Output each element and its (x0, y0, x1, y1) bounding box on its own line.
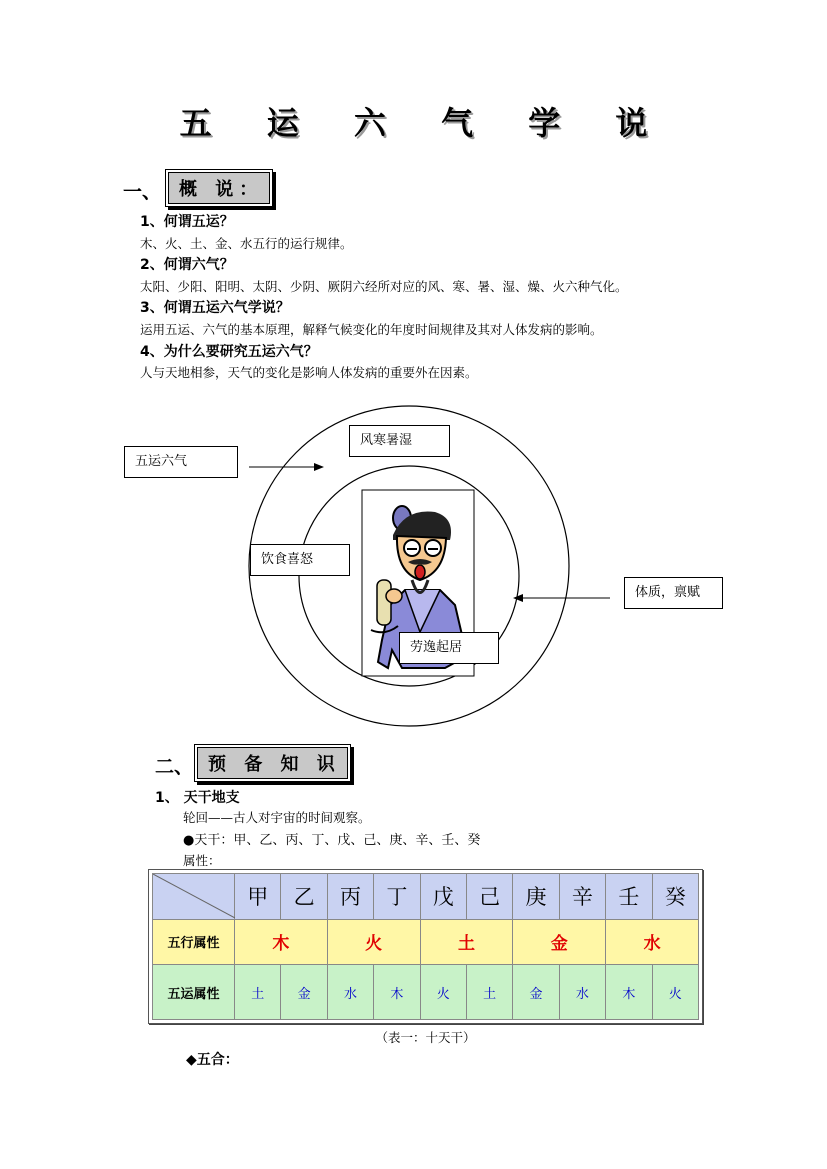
stem-cell: 丙 (327, 874, 373, 920)
bullet-tiangan: ●天干：甲、乙、丙、丁、戊、己、庚、辛、壬、癸 (183, 833, 481, 848)
answer-2: 太阳、少阳、阳明、太阴、少阴、厥阴六经所对应的风、寒、暑、湿、燥、火六种气化。 (140, 279, 628, 294)
answer-1: 木、火、土、金、水五行的运行规律。 (140, 236, 353, 251)
wuxing-cell: 土 (420, 919, 513, 965)
bullet-wuhe: ◆五合： (186, 1052, 239, 1068)
wuyun-cell: 水 (327, 965, 373, 1020)
diagonal-line-icon (153, 874, 235, 918)
answer-3: 运用五运、六气的基本原理，解释气候变化的年度时间规律及其对人体发病的影响。 (140, 322, 603, 337)
stem-cell: 壬 (606, 874, 652, 920)
tiangan-table (148, 869, 703, 1024)
wuyun-cell: 金 (513, 965, 559, 1020)
label-yinshi-xinu: 饮食喜怒 (250, 544, 350, 576)
stem-cell: 乙 (281, 874, 327, 920)
question-4: 4、为什么要研究五运六气？ (140, 344, 318, 360)
wuyun-cell: 水 (559, 965, 605, 1020)
stem-cell: 己 (466, 874, 512, 920)
attribute-label: 属性： (183, 853, 221, 868)
wuyun-cell: 土 (466, 965, 512, 1020)
influence-diagram (0, 400, 827, 740)
section2-number: 二、 (155, 756, 194, 778)
wuyun-cell: 土 (235, 965, 281, 1020)
question-1: 1、何谓五运？ (140, 214, 234, 230)
label-laoyi-qiju: 劳逸起居 (399, 632, 499, 664)
answer-4: 人与天地相参，天气的变化是影响人体发病的重要外在因素。 (140, 365, 478, 380)
wuyun-cell: 火 (652, 965, 698, 1020)
stem-cell: 庚 (513, 874, 559, 920)
table-caption: （表一：十天干） (375, 1030, 476, 1045)
section1-number: 一、 (123, 181, 162, 203)
stem-cell: 甲 (235, 874, 281, 920)
table-corner-cell (153, 874, 235, 920)
label-tizhi-bingfu: 体质，禀赋 (624, 577, 723, 609)
section1-heading-box (165, 169, 273, 207)
wuyun-cell: 木 (606, 965, 652, 1020)
stem-cell: 戊 (420, 874, 466, 920)
label-wuyun-liuqi: 五运六气 (124, 446, 238, 478)
table-row-wuyun (153, 965, 699, 1020)
page-title: 五 运 六 气 学 说 (179, 104, 670, 142)
stem-cell: 丁 (374, 874, 420, 920)
row-label-wuyun: 五运属性 (153, 965, 235, 1020)
wuxing-cell: 火 (327, 919, 420, 965)
section2-heading-box (194, 744, 351, 782)
stem-cell: 辛 (559, 874, 605, 920)
row-label-wuxing: 五行属性 (153, 919, 235, 965)
wuxing-cell: 木 (235, 919, 328, 965)
subheading-tiangan-dizhi: 1、 天干地支 (155, 790, 240, 806)
wuxing-cell: 水 (606, 919, 699, 965)
subheading-description: 轮回——古人对宇宙的时间观察。 (183, 810, 371, 825)
table-row-stems (153, 874, 699, 920)
question-3: 3、何谓五运六气学说？ (140, 300, 290, 316)
question-2: 2、何谓六气？ (140, 257, 234, 273)
wuxing-cell: 金 (513, 919, 606, 965)
table-row-wuxing (153, 919, 699, 965)
stem-cell: 癸 (652, 874, 698, 920)
wuyun-cell: 火 (420, 965, 466, 1020)
wuyun-cell: 金 (281, 965, 327, 1020)
section2-heading: 预 备 知 识 (197, 747, 348, 779)
section1-heading: 概 说： (168, 172, 270, 204)
wuyun-cell: 木 (374, 965, 420, 1020)
label-feng-han-shu-shi: 风寒暑湿 (349, 425, 450, 457)
